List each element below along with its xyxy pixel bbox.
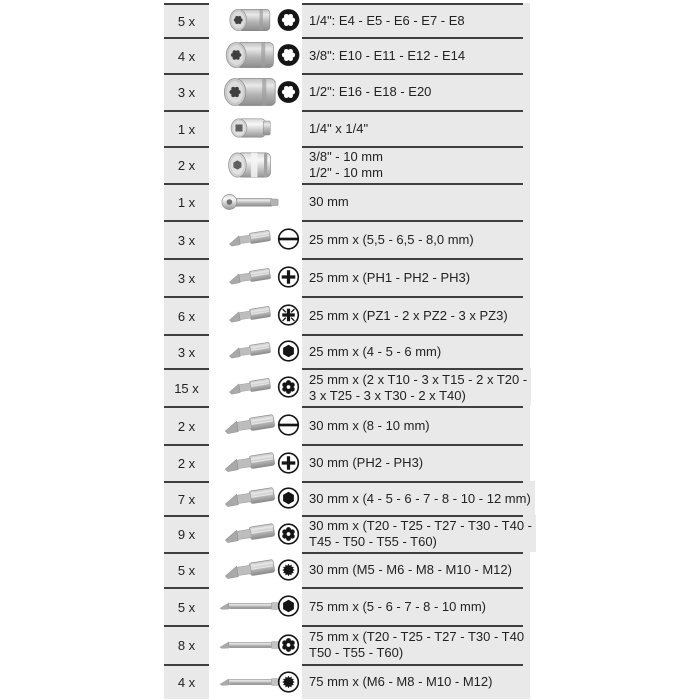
bit-adapter-image	[220, 192, 280, 211]
bit-75-image	[219, 639, 281, 651]
product-image-cell	[209, 220, 302, 258]
description-cell	[302, 73, 530, 110]
table-row	[164, 220, 530, 258]
quantity-cell: 1 x	[164, 183, 209, 220]
description-line: 25 mm x (4 - 5 - 6 mm)	[309, 343, 442, 359]
table-row	[164, 3, 530, 37]
product-image-cell	[209, 552, 302, 587]
table-row	[164, 37, 530, 73]
product-image-cell	[209, 587, 302, 625]
description-line: 75 mm x (5 - 6 - 7 - 8 - 10 mm)	[309, 598, 486, 614]
hex-icon	[276, 339, 301, 364]
quantity-cell: 3 x	[164, 334, 209, 368]
description-line: 3 x T25 - 3 x T30 - 2 x T40)	[309, 387, 466, 403]
description-line: 1/4" x 1/4"	[309, 120, 369, 136]
torx-tr-icon	[276, 375, 301, 400]
description-cell	[302, 110, 530, 146]
quantity-cell: 6 x	[164, 296, 209, 334]
description-cell	[302, 334, 530, 368]
product-image-cell	[209, 110, 302, 146]
quantity-cell: 3 x	[164, 258, 209, 296]
quantity-cell: 1 x	[164, 110, 209, 146]
description-line: 25 mm x (PH1 - PH2 - PH3)	[309, 269, 471, 285]
table-row	[164, 183, 530, 220]
description-cell	[302, 183, 530, 220]
torx-tr-icon	[276, 632, 301, 657]
description-cell	[302, 3, 530, 37]
description-cell	[302, 258, 530, 296]
xzn-icon	[276, 557, 301, 582]
description-line: 1/4": E4 - E5 - E6 - E7 - E8	[309, 12, 465, 28]
phillips-icon	[276, 450, 301, 475]
description-cell	[302, 625, 530, 664]
description-cell	[302, 552, 530, 587]
table-row	[164, 296, 530, 334]
bit-25-image	[227, 340, 273, 363]
adapter-image	[228, 117, 272, 140]
bit-75-image	[219, 600, 281, 612]
quantity-cell: 7 x	[164, 481, 209, 515]
description-line: 30 mm (PH2 - PH3)	[309, 455, 424, 470]
product-image-cell	[209, 515, 302, 552]
table-row	[164, 664, 530, 699]
description-line: T50 - T55 - T60)	[309, 645, 404, 660]
slot-icon	[276, 227, 301, 252]
product-image-cell	[209, 258, 302, 296]
quantity-cell: 4 x	[164, 37, 209, 73]
bit-75-image	[219, 676, 281, 688]
quantity-cell: 2 x	[164, 146, 209, 183]
bit-30-image	[222, 411, 278, 438]
bit-25-image	[227, 228, 273, 251]
slot-icon	[276, 413, 301, 438]
description-cell	[302, 481, 535, 515]
quantity-cell: 5 x	[164, 552, 209, 587]
description-line: 25 mm x (PZ1 - 2 x PZ2 - 3 x PZ3)	[309, 307, 508, 323]
description-line: 30 mm x (4 - 5 - 6 - 7 - 8 - 10 - 12 mm)	[309, 490, 531, 506]
description-line: 30 mm x (T20 - T25 - T27 - T30 - T40 -	[309, 518, 532, 533]
table-row	[164, 110, 530, 146]
quantity-cell: 2 x	[164, 406, 209, 444]
description-cell	[302, 368, 531, 406]
product-image-cell	[209, 368, 302, 406]
socket-medium-image	[224, 40, 276, 70]
bit-30-image	[222, 556, 278, 583]
product-image-cell	[209, 481, 302, 515]
description-line: 3/8": E10 - E11 - E12 - E14	[309, 47, 466, 63]
bit-25-image	[227, 376, 273, 399]
description-line: 75 mm x (T20 - T25 - T27 - T30 - T40	[309, 629, 525, 644]
quantity-cell: 4 x	[164, 664, 209, 699]
table-row	[164, 552, 530, 587]
table-row	[164, 334, 530, 368]
table-row	[164, 258, 530, 296]
description-line: 25 mm x (5,5 - 6,5 - 8,0 mm)	[309, 231, 474, 247]
description-cell	[302, 220, 530, 258]
quantity-cell: 5 x	[164, 587, 209, 625]
quantity-cell: 8 x	[164, 625, 209, 664]
quantity-cell: 15 x	[164, 368, 209, 406]
table-row	[164, 515, 530, 552]
description-line: T45 - T50 - T55 - T60)	[309, 534, 437, 549]
description-cell	[302, 444, 530, 481]
product-image-cell	[209, 146, 302, 183]
description-line: 25 mm x (2 x T10 - 3 x T15 - 2 x T20 -	[309, 371, 528, 387]
description-cell	[302, 406, 530, 444]
product-image-cell	[209, 406, 302, 444]
hex-icon	[276, 594, 301, 619]
product-image-cell	[209, 296, 302, 334]
bit-30-image	[222, 449, 278, 476]
product-image-cell	[209, 3, 302, 37]
table-row	[164, 146, 530, 183]
description-line: 30 mm	[309, 194, 349, 209]
description-cell	[302, 587, 530, 625]
description-line: 1/2": E16 - E18 - E20	[309, 84, 432, 99]
description-line: 1/2" - 10 mm	[309, 165, 383, 180]
table-row	[164, 625, 530, 664]
etorx-socket-icon	[276, 8, 301, 33]
description-cell	[302, 296, 530, 334]
description-cell	[302, 146, 530, 183]
table-row	[164, 406, 530, 444]
table-row	[164, 587, 530, 625]
product-contents-table	[164, 3, 530, 699]
table-row	[164, 481, 530, 515]
bit-25-image	[227, 266, 273, 289]
product-image-cell	[209, 625, 302, 664]
product-image-cell	[209, 444, 302, 481]
quantity-cell: 3 x	[164, 73, 209, 110]
description-line: 30 mm x (8 - 10 mm)	[309, 417, 430, 433]
table-row	[164, 73, 530, 110]
description-cell	[302, 37, 530, 73]
etorx-socket-icon	[276, 43, 301, 68]
description-line: 3/8" - 10 mm	[309, 149, 383, 164]
quantity-cell: 5 x	[164, 3, 209, 37]
product-image-cell	[209, 73, 302, 110]
socket-large-image	[222, 76, 278, 108]
table-row	[164, 368, 530, 406]
xzn-icon	[276, 669, 301, 694]
product-image-cell	[209, 664, 302, 699]
description-line: 75 mm x (M6 - M8 - M10 - M12)	[309, 674, 493, 689]
quantity-cell: 9 x	[164, 515, 209, 552]
socket-small-image	[226, 8, 274, 33]
quantity-cell: 2 x	[164, 444, 209, 481]
product-image-cell	[209, 183, 302, 220]
bit-30-image	[222, 484, 278, 511]
product-image-cell	[209, 334, 302, 368]
adapter-hex-image	[225, 151, 275, 179]
bit-25-image	[227, 304, 273, 327]
table-row	[164, 444, 530, 481]
phillips-icon	[276, 265, 301, 290]
description-line: 30 mm (M5 - M6 - M8 - M10 - M12)	[309, 562, 512, 577]
pozidriv-icon	[276, 303, 301, 328]
etorx-socket-icon	[276, 79, 301, 104]
quantity-cell: 3 x	[164, 220, 209, 258]
description-cell	[302, 664, 530, 699]
hex-icon	[276, 486, 301, 511]
description-cell	[302, 515, 536, 552]
torx-tr-icon	[276, 521, 301, 546]
product-image-cell	[209, 37, 302, 73]
bit-30-image	[222, 520, 278, 547]
